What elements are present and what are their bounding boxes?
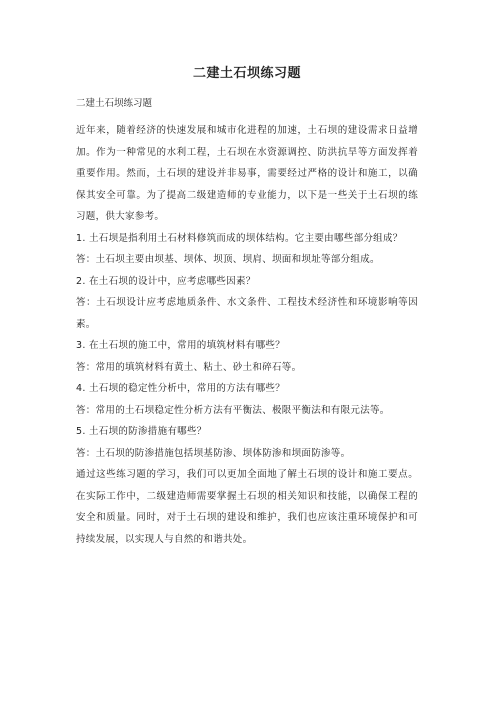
document-title: 二建土石坝练习题 xyxy=(192,66,301,81)
answer-2: 答：土石坝设计应考虑地质条件、水文条件、工程技术经济性和环境影响等因素。 xyxy=(76,297,418,330)
question-2: 2. 在土石坝的设计中，应考虑哪些因素？ xyxy=(76,275,256,287)
question-3: 3. 在土石坝的施工中，常用的填筑材料有哪些？ xyxy=(76,340,285,351)
question-1: 1. 土石坝是指利用土石材料修筑而成的坝体结构。它主要由哪些部分组成？ xyxy=(76,232,403,244)
question-5: 5. 土石坝的防渗措施有哪些？ xyxy=(76,426,207,437)
answer-3: 答：常用的填筑材料有黄土、粘土、砂土和碎石等。 xyxy=(76,361,302,373)
intro-paragraph: 近年来，随着经济的快速发展和城市化进程的加速，土石坝的建设需求日益增加。作为一种常见的水利工程，土石坝在水资源调控、防洪抗旱等方面发挥着重要作用。然而，土石坝的建设并非易事，需要经过严格的设计和施工，以确保其安全可靠。为了提高二级建造师的专业能力，以下是一些关于土石坝的练习题，供大家参考。 xyxy=(76,125,418,222)
document-subtitle: 二建土石坝练习题 xyxy=(76,98,153,109)
answer-1: 答：土石坝主要由坝基、坝体、坝顶、坝肩、坝面和坝址等部分组成。 xyxy=(76,254,380,265)
conclusion-paragraph: 通过这些练习题的学习，我们可以更加全面地了解土石坝的设计和施工要点。在实际工作中，二级建造师需要掌握土石坝的相关知识和技能，以确保工程的安全和质量。同时，对于土石坝的建设和维护，我们也应该注重环境保护和可持续发展，以实现人与自然的和谐共处。 xyxy=(76,469,418,545)
answer-4: 答：常用的土石坝稳定性分析方法有平衡法、极限平衡法和有限元法等。 xyxy=(76,404,390,416)
answer-5: 答：土石坝的防渗措施包括坝基防渗、坝体防渗和坝面防渗等。 xyxy=(76,447,351,459)
question-4: 4. 土石坝的稳定性分析中，常用的方法有哪些？ xyxy=(76,383,285,394)
